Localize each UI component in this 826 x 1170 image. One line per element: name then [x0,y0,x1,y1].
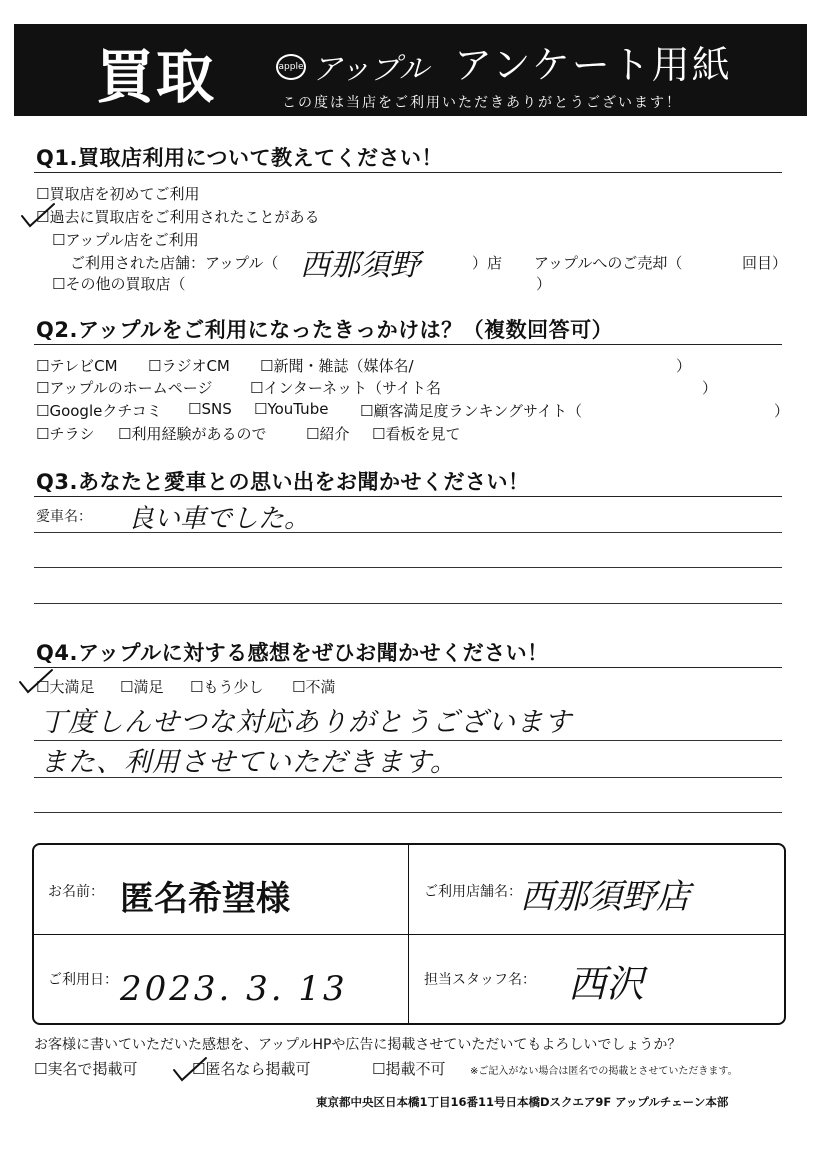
writing-line [34,777,782,778]
q1-count-label: アップルへのご売却（ [534,254,683,272]
q2-option-tv[interactable]: ☐テレビCM [36,357,118,375]
name-value[interactable]: 匿名希望様 [120,879,290,919]
consent-option-real-name[interactable]: ☐実名で掲載可 [34,1060,138,1078]
q2-title: Q2.アップルをご利用になったきっかけは？（複数回答可） [36,318,614,342]
date-label: ご利用日： [48,972,118,988]
q3-car-value[interactable]: 良い車でした。 [128,504,311,534]
q2-option-ranking[interactable]: ☐顧客満足度ランキングサイト（ [360,402,582,420]
q2-internet-close: ） [702,379,718,397]
apple-logo-icon: apple [276,54,306,80]
q1-option-past[interactable]: ☐過去に買取店をご利用されたことがある [36,208,320,226]
q2-option-google[interactable]: ☐Googleクチコミ [36,402,162,420]
footer-address: 東京都中央区日本橋1丁目16番11号日本橋Dスクエア9F アップルチェーン本部 [316,1095,729,1109]
store-name-value[interactable]: 西那須野店 [520,877,690,917]
q4-rating-very-satisfied[interactable]: ☐大満足 [36,678,95,696]
consent-option-no[interactable]: ☐掲載不可 [372,1060,446,1078]
writing-line [34,603,782,604]
q1-title: Q1.買取店利用について教えてください！ [36,146,444,170]
q1-store-suffix: ）店 [472,254,503,272]
q1-option-other[interactable]: ☐その他の買取店（ [52,275,186,293]
q3-rule [34,496,782,497]
q3-title: Q3.あなたと愛車との思い出をお聞かせください！ [36,470,530,494]
date-value[interactable]: 2023. 3. 13 [120,969,348,1009]
q2-option-newspaper[interactable]: ☐新聞・雑誌（媒体名/ [260,357,414,375]
q2-option-experience[interactable]: ☐利用経験があるので [118,425,267,443]
q4-rule [34,667,782,668]
header-subtitle: この度は当店をご利用いただきありがとうございます！ [282,95,682,111]
q1-option-first[interactable]: ☐買取店を初めてご利用 [36,185,200,203]
q2-option-sns[interactable]: ☐SNS [188,400,232,418]
q2-newspaper-close: ） [676,357,692,375]
staff-value[interactable]: 西沢 [568,962,645,1006]
q3-car-label: 愛車名： [36,509,92,525]
survey-title: アンケート用紙 [454,43,732,87]
q2-option-flyer[interactable]: ☐チラシ [36,425,95,443]
q4-comment-line1[interactable]: 丁度しんせつな対応ありがとうございます [40,707,572,738]
q2-rule [34,344,782,345]
box-divider [34,934,784,935]
q1-option-apple[interactable]: ☐アップル店をご利用 [52,231,199,249]
checkmark-icon [18,200,58,230]
q1-store-value[interactable]: 西那須野 [300,248,420,283]
q4-rating-dissatisfied[interactable]: ☐不満 [292,678,336,696]
name-label: お名前： [48,884,104,900]
q2-option-youtube[interactable]: ☐YouTube [254,400,329,418]
q2-option-radio[interactable]: ☐ラジオCM [148,357,230,375]
checkmark-icon [16,666,56,696]
consent-option-anonymous[interactable]: ☐匿名なら掲載可 [192,1060,311,1078]
q4-title: Q4.アップルに対する感想をぜひお聞かせください！ [36,641,549,665]
q2-option-referral[interactable]: ☐紹介 [306,425,350,443]
q4-rating-satisfied[interactable]: ☐満足 [120,678,164,696]
q1-store-label: ご利用された店舗：アップル（ [70,254,279,272]
consent-note: ※ご記入がない場合は匿名での掲載とさせていただきます。 [470,1066,738,1077]
header-banner [14,24,807,116]
brand-logo: アップル [312,52,429,87]
q2-option-internet[interactable]: ☐インターネット（サイト名 [250,379,442,397]
kaitori-title: 買取 [96,43,217,111]
q1-rule [34,172,782,173]
staff-label: 担当スタッフ名： [424,972,536,988]
q2-option-signboard[interactable]: ☐看板を見て [372,425,461,443]
writing-line [34,532,782,533]
q4-rating-not-quite[interactable]: ☐もう少し [190,678,264,696]
q2-option-homepage[interactable]: ☐アップルのホームページ [36,379,213,397]
customer-info-box [32,843,786,1025]
q1-other-close: ） [536,275,552,293]
checkmark-icon [170,1054,210,1084]
q1-count-suffix: 回目） [742,254,788,272]
store-name-label: ご利用店舗名： [424,884,522,900]
q4-comment-line2[interactable]: また、利用させていただきます。 [40,747,458,778]
q2-ranking-close: ） [774,402,790,420]
writing-line [34,812,782,813]
writing-line [34,567,782,568]
consent-question: お客様に書いていただいた感想を、アップルHPや広告に掲載させていただいてもよろしいでしょうか？ [34,1037,682,1053]
